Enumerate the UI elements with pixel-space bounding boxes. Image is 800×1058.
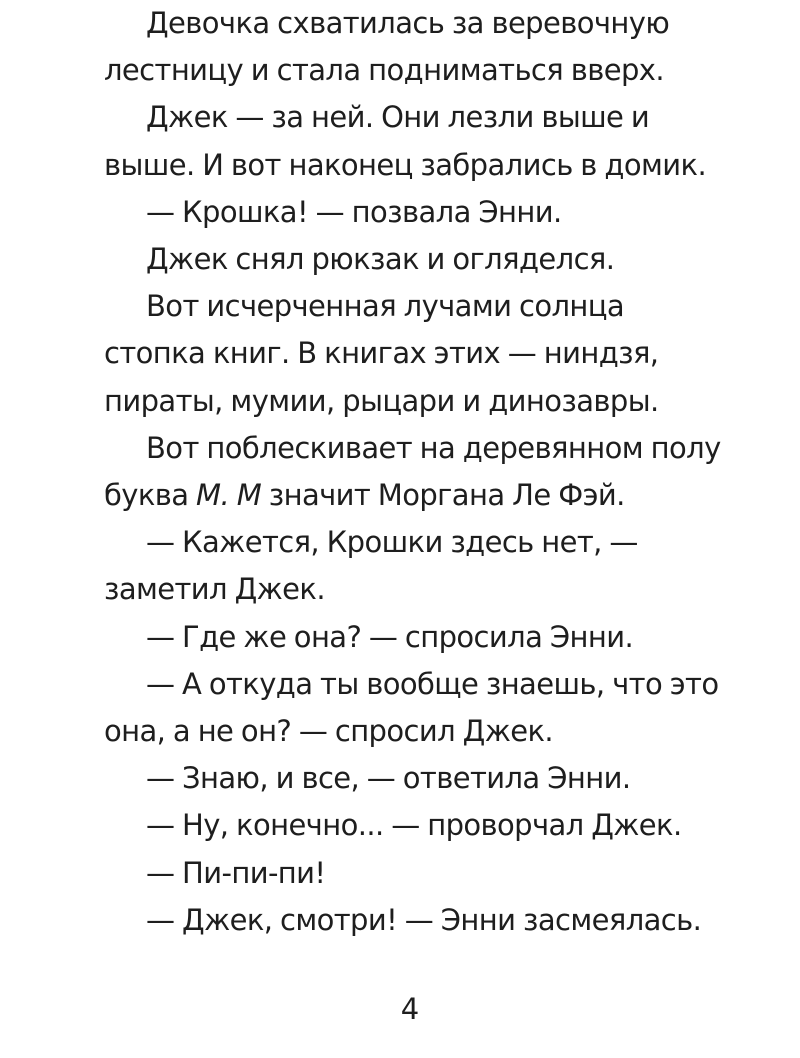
text-line: — Знаю, и все, — ответила Энни.	[146, 761, 631, 796]
text-line: — Кажется, Крошки здесь нет, —	[146, 525, 638, 560]
text-line: — А откуда ты вообще знаешь, что это	[146, 666, 719, 701]
page-number: 4	[400, 992, 420, 1026]
text-line: она, а не он? — спросил Джек.	[104, 714, 554, 749]
paragraph	[104, 519, 754, 613]
text-line: Джек снял рюкзак и огляделся.	[146, 242, 615, 277]
text-line: заметил Джек.	[104, 572, 325, 607]
paragraph	[104, 283, 754, 425]
paragraph	[104, 236, 754, 283]
italic-letters: М. М	[196, 478, 262, 513]
paragraph	[104, 802, 754, 849]
paragraph	[104, 0, 754, 94]
text-segment: буква	[104, 478, 197, 513]
paragraph	[104, 189, 754, 236]
text-line: Вот исчерченная лучами солнца	[146, 289, 625, 324]
paragraph	[104, 425, 754, 519]
text-line: — Ну, конечно... — проворчал Джек.	[146, 808, 682, 843]
paragraph	[104, 897, 754, 944]
text-line: — Пи-пи-пи!	[146, 855, 326, 890]
text-line: Джек — за ней. Они лезли выше и	[146, 100, 650, 135]
text-line-with-italic	[104, 472, 754, 519]
paragraph	[104, 661, 754, 755]
text-line: Девочка схватилась за веревочную	[146, 6, 670, 40]
paragraph	[104, 94, 754, 188]
text-line: — Джек, смотри! — Энни засмеялась.	[146, 902, 702, 937]
text-segment: значит Моргана Ле Фэй.	[261, 478, 625, 513]
text-line: — Где же она? — спросила Энни.	[146, 619, 634, 654]
text-line: — Крошка! — позвала Энни.	[146, 194, 562, 229]
paragraph	[104, 614, 754, 661]
page-text	[104, 0, 754, 944]
text-line: пираты, мумии, рыцари и динозавры.	[104, 383, 659, 418]
text-line: стопка книг. В книгах этих — ниндзя,	[104, 336, 659, 371]
paragraph	[104, 850, 754, 897]
text-line: лестницу и стала подниматься вверх.	[104, 53, 664, 88]
paragraph	[104, 755, 754, 802]
text-line: выше. И вот наконец забрались в домик.	[104, 147, 707, 182]
text-line: Вот поблескивает на деревянном полу	[146, 430, 721, 465]
